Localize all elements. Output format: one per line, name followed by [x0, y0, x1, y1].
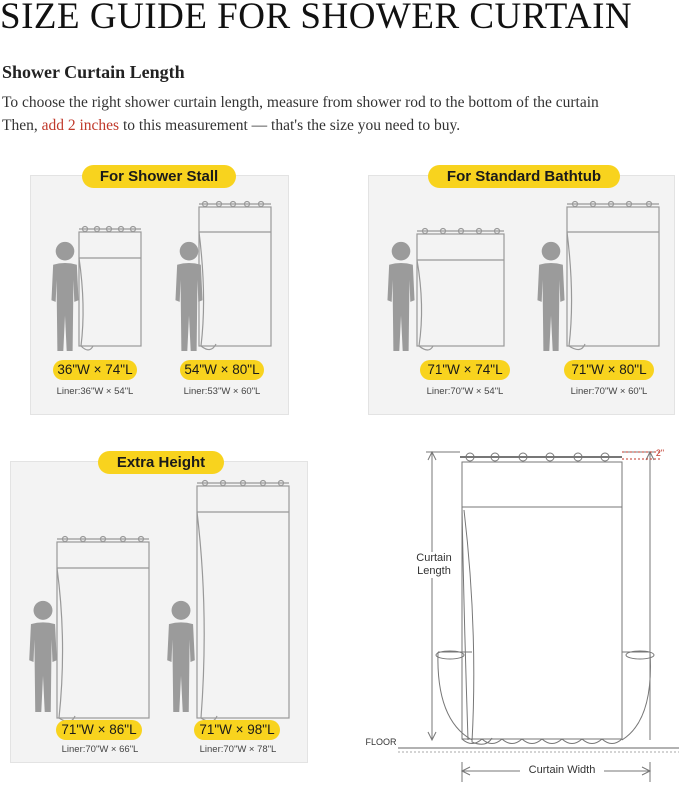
person-silhouette-icon	[163, 600, 199, 712]
badge-standard-bathtub: For Standard Bathtub	[428, 165, 620, 188]
liner-size-text: Liner:70"W × 60"L	[570, 386, 648, 397]
instruction-text-after: to this measurement — that's the size you need to buy.	[119, 117, 461, 134]
two-inch-label: 2"	[655, 448, 665, 458]
instruction-text-before: Then,	[2, 117, 42, 134]
liner-size-text: Liner:53"W × 60"L	[183, 386, 261, 397]
size-option-71x86: 71"W × 86"L	[56, 720, 142, 740]
floor-label: FLOOR	[365, 737, 397, 747]
measurement-diagram	[360, 440, 679, 785]
highlight-text: add 2 inches	[41, 117, 120, 134]
instruction-line-2	[2, 117, 460, 135]
curtain-length-label	[412, 552, 456, 578]
person-silhouette-icon	[47, 241, 83, 351]
section-heading: Shower Curtain Length	[2, 62, 185, 82]
bathtub-icon	[436, 651, 654, 740]
size-option-71x80: 71"W × 80"L	[564, 360, 654, 380]
curtain-length-label-line2: Length	[417, 565, 451, 577]
curtain-length-label-line1: Curtain	[416, 552, 452, 564]
badge-extra-height: Extra Height	[98, 451, 224, 474]
person-silhouette-icon	[171, 241, 207, 351]
page-title: SIZE GUIDE FOR SHOWER CURTAIN	[0, 0, 633, 37]
curtain-width-label: Curtain Width	[520, 764, 604, 777]
instruction-line-1: To choose the right shower curtain length, measure from shower rod to the bottom of the curtain	[2, 94, 599, 111]
liner-size-text: Liner:70"W × 54"L	[426, 386, 504, 397]
liner-size-text: Liner:70"W × 66"L	[61, 744, 139, 755]
person-silhouette-icon	[25, 600, 61, 712]
panel-extra-height	[10, 461, 308, 763]
person-silhouette-icon	[533, 241, 569, 351]
person-silhouette-icon	[383, 241, 419, 351]
liner-size-text: Liner:36"W × 54"L	[56, 386, 134, 397]
badge-shower-stall: For Shower Stall	[82, 165, 236, 188]
size-option-54x80: 54"W × 80"L	[180, 360, 264, 380]
size-option-71x98: 71"W × 98"L	[194, 720, 280, 740]
size-option-71x74: 71"W × 74"L	[420, 360, 510, 380]
size-option-36x74: 36"W × 74"L	[53, 360, 137, 380]
liner-size-text: Liner:70"W × 78"L	[199, 744, 277, 755]
